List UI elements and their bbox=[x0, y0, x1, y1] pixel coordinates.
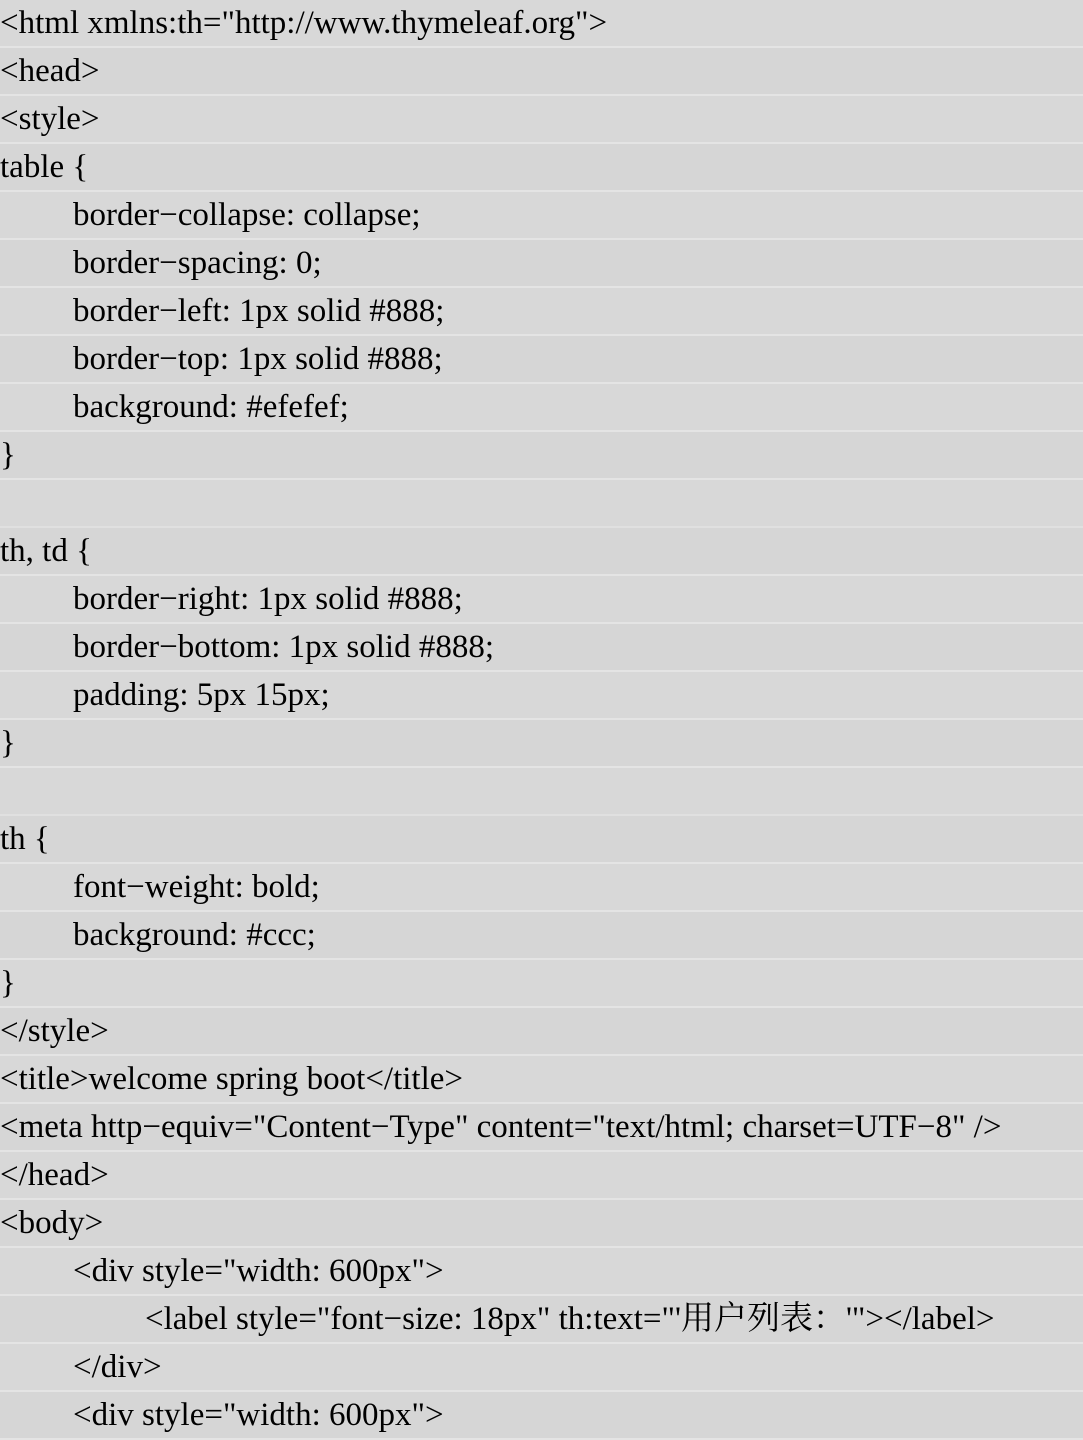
code-line: font−weight: bold; bbox=[0, 864, 1083, 912]
code-line-blank bbox=[0, 480, 1083, 528]
code-line: <meta http−equiv="Content−Type" content="text/html; charset=UTF−8" /> bbox=[0, 1104, 1083, 1152]
code-line: } bbox=[0, 960, 1083, 1008]
code-line: </div> bbox=[0, 1344, 1083, 1392]
code-line: padding: 5px 15px; bbox=[0, 672, 1083, 720]
code-line: background: #ccc; bbox=[0, 912, 1083, 960]
code-line: <style> bbox=[0, 96, 1083, 144]
code-line: border−collapse: collapse; bbox=[0, 192, 1083, 240]
code-line: border−left: 1px solid #888; bbox=[0, 288, 1083, 336]
code-line: <body> bbox=[0, 1200, 1083, 1248]
code-line: <div style="width: 600px"> bbox=[0, 1248, 1083, 1296]
code-line-blank bbox=[0, 768, 1083, 816]
code-line: table { bbox=[0, 144, 1083, 192]
code-line: border−top: 1px solid #888; bbox=[0, 336, 1083, 384]
code-line: } bbox=[0, 720, 1083, 768]
code-line: border−spacing: 0; bbox=[0, 240, 1083, 288]
code-line: th { bbox=[0, 816, 1083, 864]
code-line: th, td { bbox=[0, 528, 1083, 576]
code-line: <html xmlns:th="http://www.thymeleaf.org"> bbox=[0, 0, 1083, 48]
code-line: <div style="width: 600px"> bbox=[0, 1392, 1083, 1440]
code-line: background: #efefef; bbox=[0, 384, 1083, 432]
code-line: border−right: 1px solid #888; bbox=[0, 576, 1083, 624]
code-line: border−bottom: 1px solid #888; bbox=[0, 624, 1083, 672]
code-line: <title>welcome spring boot</title> bbox=[0, 1056, 1083, 1104]
code-line: } bbox=[0, 432, 1083, 480]
code-line: </head> bbox=[0, 1152, 1083, 1200]
code-line: <label style="font−size: 18px" th:text="'用户列表：'"></label> bbox=[0, 1296, 1083, 1344]
code-line: </style> bbox=[0, 1008, 1083, 1056]
code-line: <head> bbox=[0, 48, 1083, 96]
